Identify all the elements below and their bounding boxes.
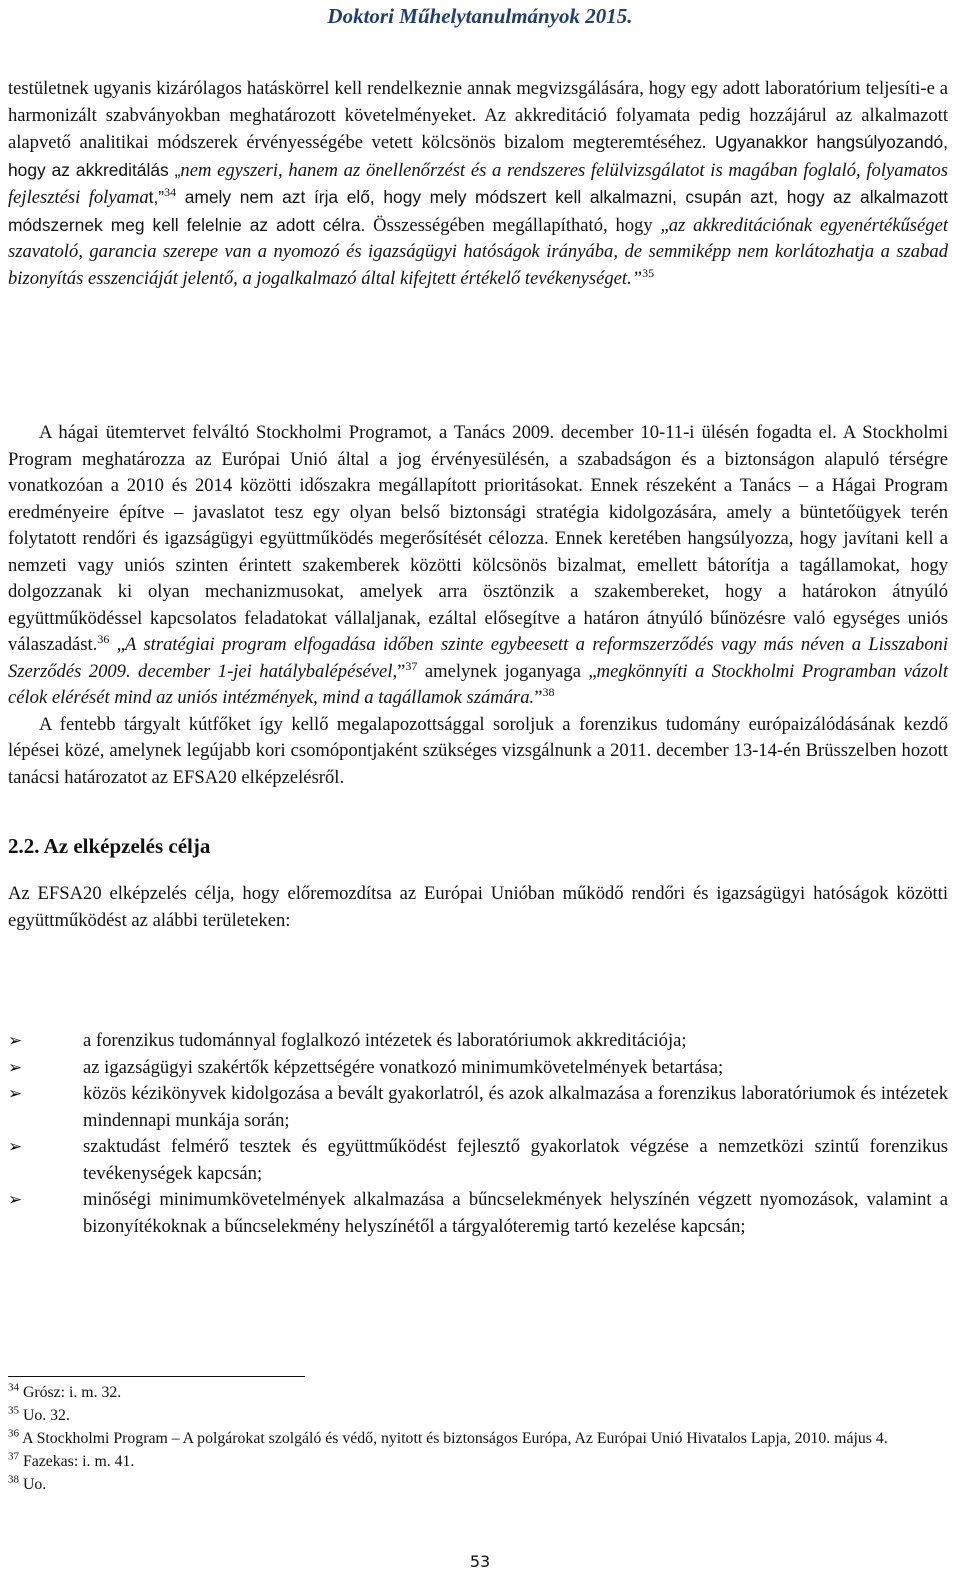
list-item: ➢ a forenzikus tudománnyal foglalkozó intézetek és laboratóriumok akkreditációja; — [8, 1028, 948, 1055]
body-text-lower — [8, 420, 948, 791]
footnote-ref-36[interactable]: 36 — [97, 631, 110, 646]
footnote-36: $^{36}$ A Stockholmi Program – A polgárokat szolgáló és védő, nyitott és biztonságos Európa, Az Európai Unió Hivatalos Lapja, 2010. május 4. — [8, 1427, 888, 1447]
footnote-separator — [8, 1376, 305, 1377]
list-item: ➢ közös kézikönyvek kidolgozása a bevált gyakorlatról, és azok alkalmazása a forenzikus laboratóriumok és intézetek mindennapi munkája során; — [8, 1083, 948, 1131]
footnote-38: $^{38}$ Uo. — [8, 1473, 47, 1493]
footnote-ref-35[interactable]: 35 — [642, 265, 655, 280]
list-item: ➢ minőségi minimumkövetelmények alkalmazása a bűncselekmények helyszínén végzett nyomozások, valamint a bizonyítékoknak a bűncselekmény helyszínétől a tárgyalóteremig tartó kezelése kapcsán; — [8, 1189, 948, 1237]
footnote-37: $^{37}$ Fazekas: i. m. 41. — [8, 1450, 135, 1470]
footnotes — [8, 1383, 948, 1498]
footnote-34: $^{34}$ Grósz: i. m. 32. — [8, 1381, 122, 1401]
section-heading: 2.2. Az elképzelés célja — [8, 834, 211, 858]
goal-list — [8, 1028, 948, 1240]
list-item: ➢ szaktudást felmérő tesztek és együttműködést fejlesztő gyakorlatok végzése a nemzetközi szintű forenzikus tevékenységek kapcsán; — [8, 1136, 948, 1184]
arrow-bullet-icon: ➢ — [8, 1190, 23, 1209]
footnote-ref-37[interactable]: 37 — [405, 658, 418, 673]
page-number: 53 — [469, 1552, 491, 1571]
arrow-bullet-icon: ➢ — [8, 1031, 23, 1050]
paragraph-akkreditacio: testületnek ugyanis kizárólagos hatáskörrel kell rendelkeznie annak megvizsgálására, hogy egy adott laboratórium teljesíti-e a harmonizált szabványokban meghatározott követelményeket. Az akkreditáció folyamata pedig hozzájárul az alkalmazott alapvető analitikai módszerek érvényességébe vetett kölcsönös bizalom megteremtéséhez. Ugyanakkor hangsúlyozandó, hogy az akkreditálás „nem egyszeri, hanem az önellenőrzést és a rendszeres felülvizsgálatot is magában foglaló, folyamatos fejlesztési folyamat,”$^{34}$ amely nem azt írja elő, hogy mely módszert kell alkalmazni, csupán azt, hogy az alkalmazott módszernek meg kell felelnie az adott célra. Összességében megállapítható, hogy „az akkreditációnak egyenértékűséget szavatoló, garancia szerepe van a nyomozó és igazságügyi hatóságok irányába, de semmiképp nem korlátozhatja a szabad bizonyítás esszenciáját jelentő, a jogalkalmazó által kifejtett értékelő tevékenységet.”$^{35}$ — [8, 78, 949, 289]
paragraph-efsa20-kutfok: A fentebb tárgyalt kútfőket így kellő megalapozottsággal soroljuk a forenzikus tudomány európaizálódásának kezdő lépései közé, amelynek legújabb kori csomópontjaként szükséges vizsgálnunk a 2011. december 13-14-én Brüsszelben hozott tanácsi határozatot az EFSA20 elképzelésről. — [8, 713, 948, 788]
paragraph-stockholmi-program: A hágai ütemtervet felváltó Stockholmi Programot, a Tanács 2009. december 10-11-i ülésén fogadta el. A Stockholmi Program meghatározza az Európai Unió által a jog érvényesülésén, a szabadságon és a biztonságon alapuló térségre vonatkozóan a 2010 és 2014 közötti időszakra megállapított prioritásokat. Ennek részeként a Tanács – a Hágai Program eredményeire építve – javaslatot tesz egy olyan belső biztonsági stratégia kidolgozására, amely a büntetőügyek terén folytatott rendőri és igazságügyi együttműködés megerősítését célozza. Ennek keretében hangsúlyozza, hogy javítani kell a nemzeti vagy uniós szinten érintett szakemberek közötti kölcsönös bizalmat, emellett bátorítja a tagállamokat, hogy dolgozzanak ki olyan mechanizmusokat, amelyek arra ösztönzik a szakembereket, hogy a határokon átnyúló együttműködéssel kapcsolatos feladatokat vállaljanak, ezáltal elősegítve a határon átnyúló bűnözésre való egységes uniós válaszadást.$^{36}$ „A stratégiai program elfogadása időben szinte egybeesett a reformszerződés vagy más néven a Lisszaboni Szerződés 2009. december 1-jei hatálybalépésével,”$^{37}$ amelynek joganyaga „megkönnyíti a Stockholmi Programban vázolt célok elérését mind az uniós intézmények, mind a tagállamok számára.”$^{38}$ — [8, 422, 948, 708]
footnote-35: $^{35}$ Uo. 32. — [8, 1404, 70, 1424]
intro-paragraph: Az EFSA20 elképzelés célja, hogy előremozdítsa az Európai Unióban működő rendőri és igazságügyi hatóságok közötti együttműködést az alábbi területeken: — [8, 883, 948, 931]
body-text-upper — [8, 76, 948, 292]
arrow-bullet-icon: ➢ — [8, 1057, 23, 1077]
list-item: ➢ az igazságügyi szakértők képzettségére vonatkozó minimumkövetelmények betartása; — [8, 1055, 948, 1082]
footnote-ref-38[interactable]: 38 — [542, 684, 555, 699]
footnote-ref-34[interactable]: 34 — [164, 184, 177, 199]
arrow-bullet-icon: ➢ — [8, 1137, 23, 1156]
running-header: Doktori Műhelytanulmányok 2015. — [327, 4, 633, 28]
arrow-bullet-icon: ➢ — [8, 1084, 23, 1103]
